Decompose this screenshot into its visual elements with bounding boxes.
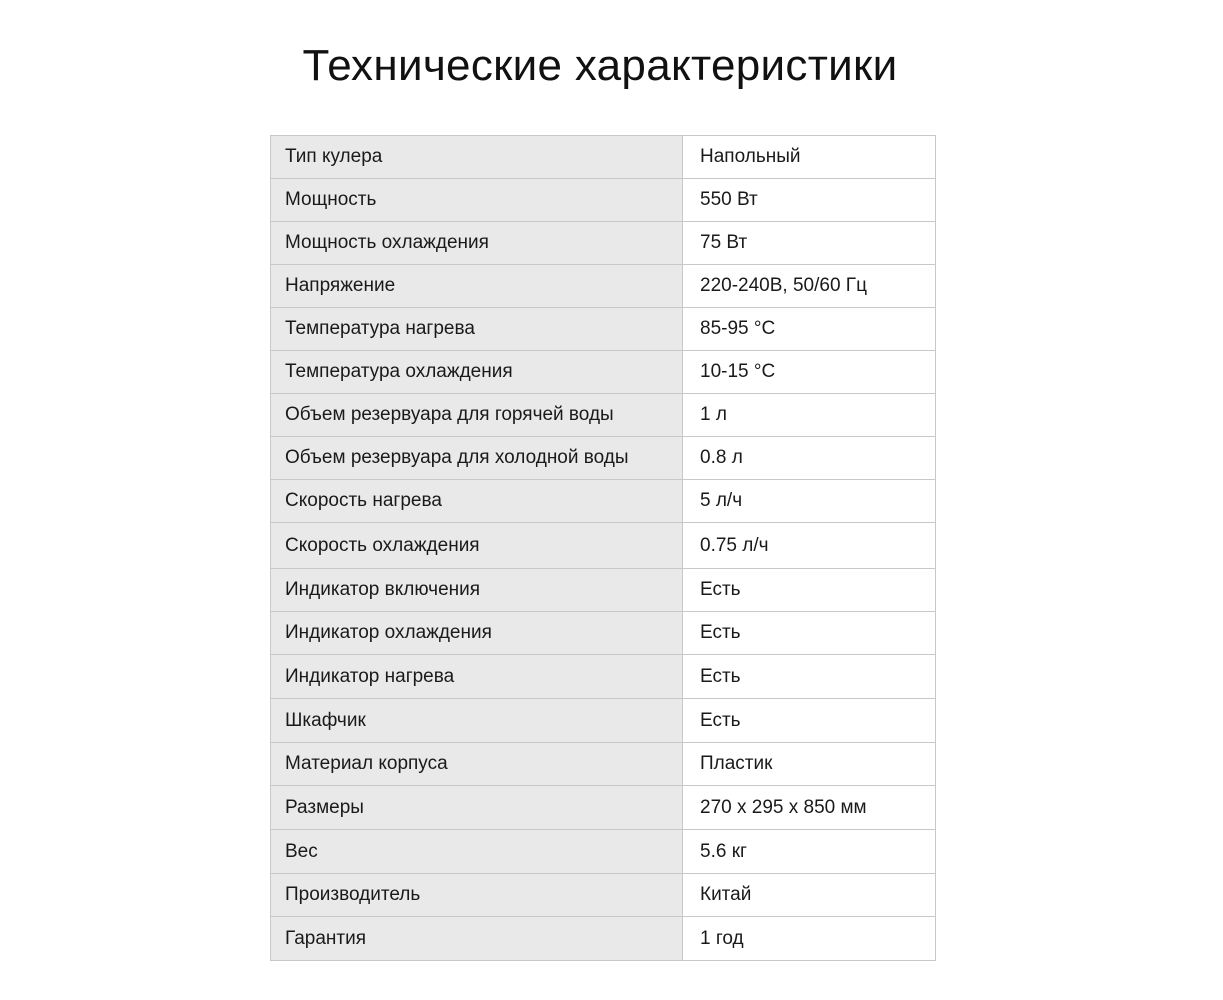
- table-row: [271, 699, 936, 743]
- spec-value: Есть: [683, 612, 936, 655]
- spec-label: Тип кулера: [271, 136, 683, 179]
- spec-label: Объем резервуара для холодной воды: [271, 437, 683, 480]
- spec-label: Материал корпуса: [271, 743, 683, 786]
- table-row: [271, 743, 936, 786]
- page-title: Технические характеристики: [302, 41, 898, 90]
- spec-label: Напряжение: [271, 265, 683, 308]
- spec-value: 1 год: [683, 917, 936, 961]
- spec-label: Температура охлаждения: [271, 351, 683, 394]
- spec-label: Объем резервуара для горячей воды: [271, 394, 683, 437]
- spec-label: Мощность охлаждения: [271, 222, 683, 265]
- spec-value: 85-95 °С: [683, 308, 936, 351]
- spec-label: Размеры: [271, 786, 683, 830]
- spec-label: Вес: [271, 830, 683, 874]
- spec-value: 10-15 °С: [683, 351, 936, 394]
- spec-value: 550 Вт: [683, 179, 936, 222]
- spec-label: Гарантия: [271, 917, 683, 961]
- table-row: [271, 222, 936, 265]
- table-row: [271, 136, 936, 179]
- table-row: [271, 786, 936, 830]
- spec-value: 75 Вт: [683, 222, 936, 265]
- table-row: [271, 179, 936, 222]
- spec-value: Китай: [683, 874, 936, 917]
- spec-label: Индикатор нагрева: [271, 655, 683, 699]
- spec-label: Мощность: [271, 179, 683, 222]
- spec-value: 5 л/ч: [683, 480, 936, 523]
- specifications-table-body: [271, 136, 936, 961]
- table-row: [271, 830, 936, 874]
- spec-value: Есть: [683, 699, 936, 743]
- spec-value: 0.8 л: [683, 437, 936, 480]
- table-row: [271, 569, 936, 612]
- table-row: [271, 394, 936, 437]
- spec-value: Напольный: [683, 136, 936, 179]
- spec-label: Скорость нагрева: [271, 480, 683, 523]
- spec-label: Скорость охлаждения: [271, 523, 683, 569]
- spec-label: Индикатор охлаждения: [271, 612, 683, 655]
- spec-value: 220-240В, 50/60 Гц: [683, 265, 936, 308]
- table-row: [271, 523, 936, 569]
- table-row: [271, 612, 936, 655]
- spec-label: Индикатор включения: [271, 569, 683, 612]
- table-row: [271, 351, 936, 394]
- table-row: [271, 437, 936, 480]
- spec-label: Температура нагрева: [271, 308, 683, 351]
- table-row: [271, 265, 936, 308]
- table-row: [271, 308, 936, 351]
- spec-value: Есть: [683, 655, 936, 699]
- spec-value: 270 х 295 х 850 мм: [683, 786, 936, 830]
- spec-value: 0.75 л/ч: [683, 523, 936, 569]
- specifications-table: [270, 135, 936, 961]
- table-row: [271, 917, 936, 961]
- table-row: [271, 655, 936, 699]
- table-row: [271, 480, 936, 523]
- table-row: [271, 874, 936, 917]
- spec-value: 5.6 кг: [683, 830, 936, 874]
- spec-value: Есть: [683, 569, 936, 612]
- spec-value: Пластик: [683, 743, 936, 786]
- spec-label: Производитель: [271, 874, 683, 917]
- spec-value: 1 л: [683, 394, 936, 437]
- spec-label: Шкафчик: [271, 699, 683, 743]
